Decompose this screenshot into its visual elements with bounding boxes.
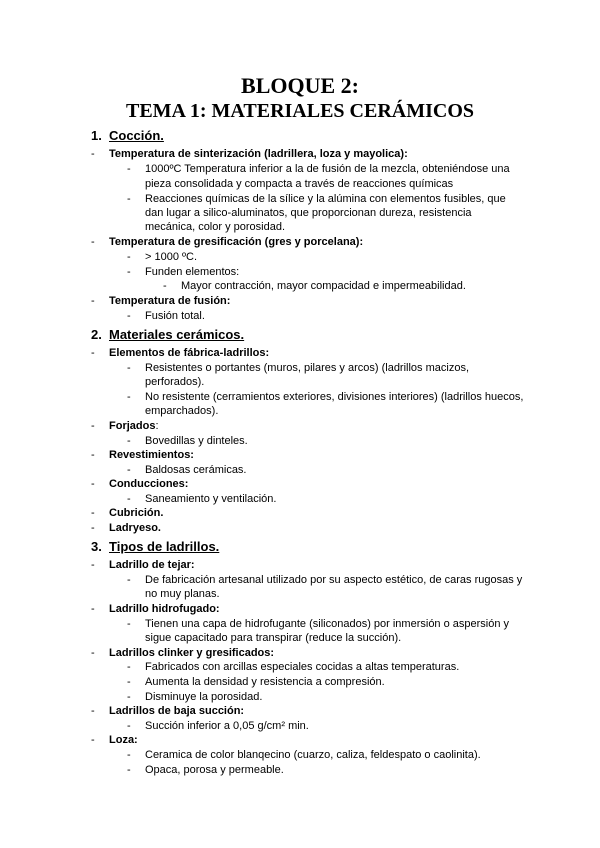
item-label: Ladryeso. bbox=[109, 522, 161, 534]
subitem-text: 1000ºC Temperatura inferior a la de fusión de la mezcla, obteniéndose una bbox=[145, 163, 510, 175]
item-label: Revestimientos: bbox=[109, 449, 194, 461]
dash-marker: - bbox=[127, 464, 131, 476]
dash-marker: - bbox=[127, 618, 131, 630]
subitem-text: Ceramica de color blanqecino (cuarzo, caliza, feldespato o caolinita). bbox=[145, 749, 481, 761]
subitem-text: Resistentes o portantes (muros, pilares y arcos) (ladrillos macizos, bbox=[145, 362, 470, 374]
dash-marker: - bbox=[127, 163, 131, 175]
item-label: Temperatura de fusión: bbox=[109, 295, 231, 307]
dash-marker: - bbox=[127, 764, 131, 776]
subitem-text: Baldosas cerámicas. bbox=[145, 464, 247, 476]
dash-marker: - bbox=[91, 603, 95, 615]
item-label: Ladrillo hidrofugado: bbox=[109, 603, 220, 615]
dash-marker: - bbox=[91, 295, 95, 307]
dash-marker: - bbox=[163, 280, 167, 292]
subitem-text: dan lugar a silico-aluminatos, que proporcionan dureza, resistencia bbox=[145, 207, 472, 219]
dash-marker: - bbox=[127, 362, 131, 374]
item-label: Elementos de fábrica-ladrillos: bbox=[109, 347, 270, 359]
subitem-text: Aumenta la densidad y resistencia a compresión. bbox=[145, 676, 385, 688]
section-heading bbox=[91, 538, 219, 555]
dash-marker: - bbox=[91, 647, 95, 659]
subitem-text: Bovedillas y dinteles. bbox=[145, 435, 248, 447]
subitem-text: Mayor contracción, mayor compacidad e impermeabilidad. bbox=[181, 280, 466, 292]
dash-marker: - bbox=[91, 522, 95, 534]
page-title: BLOQUE 2: bbox=[241, 73, 359, 98]
subitem-text: Reacciones químicas de la sílice y la alúmina con elementos fusibles, que bbox=[145, 193, 506, 205]
subitem-text: Fusión total. bbox=[145, 310, 205, 322]
dash-marker: - bbox=[91, 478, 95, 490]
dash-marker: - bbox=[91, 236, 95, 248]
dash-marker: - bbox=[91, 705, 95, 717]
section-number: 2. bbox=[91, 327, 102, 342]
subitem-text: Funden elementos: bbox=[145, 266, 240, 278]
item-label: Ladrillos clinker y gresificados: bbox=[109, 647, 275, 659]
dash-marker: - bbox=[127, 691, 131, 703]
section-heading bbox=[91, 326, 244, 343]
dash-marker: - bbox=[91, 559, 95, 571]
item-label: Ladrillo de tejar: bbox=[109, 559, 195, 571]
subitem-text: De fabricación artesanal utilizado por su aspecto estético, de caras rugosas y bbox=[145, 574, 523, 586]
dash-marker: - bbox=[91, 148, 95, 160]
subitem-text: No resistente (cerramientos exteriores, divisiones interiores) (ladrillos huecos, bbox=[145, 391, 524, 403]
subitem-text: emparchados). bbox=[145, 405, 219, 417]
section-number: 3. bbox=[91, 539, 102, 554]
subitem-text: Opaca, porosa y permeable. bbox=[145, 764, 284, 776]
dash-marker: - bbox=[127, 193, 131, 205]
item-label: Temperatura de sinterización (ladrillera, loza y mayolica): bbox=[109, 148, 408, 160]
subitem-text: no muy planas. bbox=[145, 588, 220, 600]
dash-marker: - bbox=[91, 347, 95, 359]
subitem-text: Tienen una capa de hidrofugante (siliconados) por inmersión o aspersión y bbox=[145, 618, 510, 630]
subitem-text: Succión inferior a 0,05 g/cm² min. bbox=[145, 720, 309, 732]
subitem-text: Saneamiento y ventilación. bbox=[145, 493, 277, 505]
section-number: 1. bbox=[91, 128, 102, 143]
section-title: Cocción. bbox=[109, 128, 164, 143]
dash-marker: - bbox=[127, 391, 131, 403]
subitem-text: mecánica, color y porosidad. bbox=[145, 221, 286, 233]
item-label: Loza: bbox=[109, 734, 138, 746]
section-title: Materiales cerámicos. bbox=[109, 327, 245, 342]
dash-marker: - bbox=[127, 574, 131, 586]
dash-marker: - bbox=[127, 720, 131, 732]
item-label: Forjados: bbox=[109, 420, 159, 432]
dash-marker: - bbox=[127, 493, 131, 505]
page-subtitle: TEMA 1: MATERIALES CERÁMICOS bbox=[126, 100, 474, 122]
dash-marker: - bbox=[91, 734, 95, 746]
subitem-text: sigue capacitado para transpirar (reduce la succión). bbox=[145, 632, 402, 644]
subitem-text: > 1000 ºC. bbox=[145, 251, 198, 263]
dash-marker: - bbox=[127, 435, 131, 447]
dash-marker: - bbox=[127, 661, 131, 673]
section-heading bbox=[91, 127, 164, 144]
subitem-text: Fabricados con arcillas especiales cocidas a altas temperaturas. bbox=[145, 661, 460, 673]
dash-marker: - bbox=[127, 749, 131, 761]
subitem-text: pieza consolidada y compacta a través de reacciones químicas bbox=[145, 178, 454, 190]
dash-marker: - bbox=[127, 251, 131, 263]
item-label: Cubrición. bbox=[109, 507, 164, 519]
item-label: Temperatura de gresificación (gres y porcelana): bbox=[109, 236, 364, 248]
dash-marker: - bbox=[91, 420, 95, 432]
subitem-text: Disminuye la porosidad. bbox=[145, 691, 263, 703]
item-label: Conducciones: bbox=[109, 478, 189, 490]
subitem-text: perforados). bbox=[145, 376, 205, 388]
dash-marker: - bbox=[127, 266, 131, 278]
dash-marker: - bbox=[127, 310, 131, 322]
dash-marker: - bbox=[91, 449, 95, 461]
item-label: Ladrillos de baja succión: bbox=[109, 705, 245, 717]
section-title: Tipos de ladrillos. bbox=[109, 539, 220, 554]
dash-marker: - bbox=[127, 676, 131, 688]
dash-marker: - bbox=[91, 507, 95, 519]
